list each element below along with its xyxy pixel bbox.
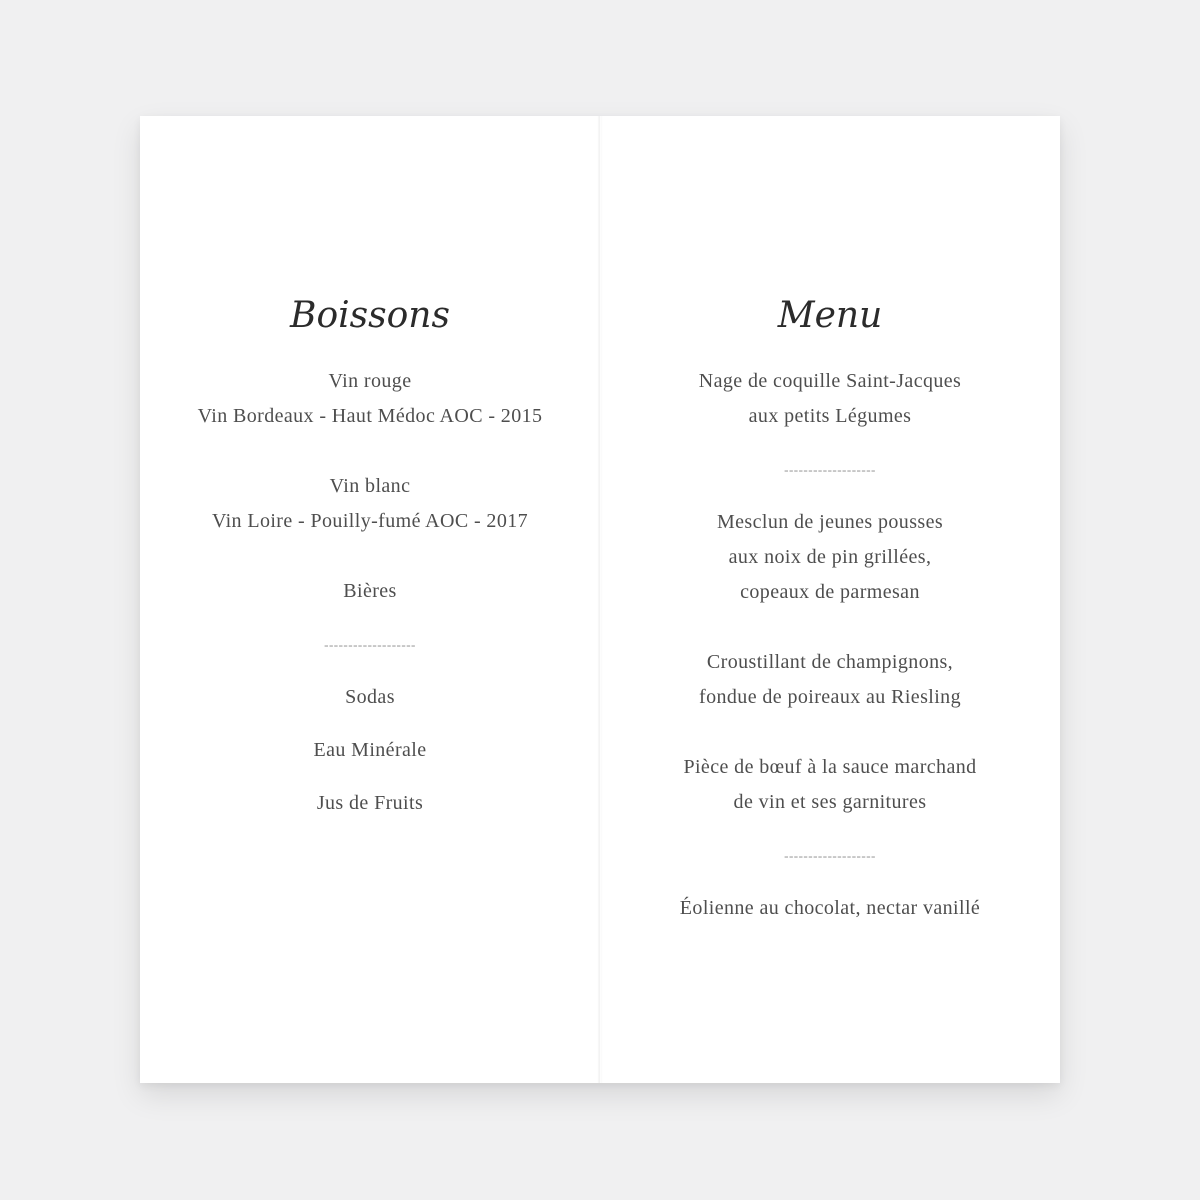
section-divider: -------------------	[324, 637, 416, 652]
menu-item-line: Éolienne au chocolat, nectar vanillé	[679, 897, 981, 919]
menu-item-line: Pièce de bœuf à la sauce marchand	[683, 756, 977, 778]
menu-item-line: Bières	[343, 580, 397, 602]
menu-item-line: Jus de Fruits	[316, 792, 424, 814]
menu-item-line: Vin blanc	[329, 475, 411, 497]
menu-item-eolienne-chocolat	[618, 891, 1042, 926]
menu-item-line: Nage de coquille Saint-Jacques	[698, 370, 962, 392]
menu-item-jus-de-fruits	[158, 786, 582, 821]
section-divider: -------------------	[784, 462, 876, 477]
menu-item-line: Croustillant de champignons,	[706, 651, 954, 673]
menu-item-line: Eau Minérale	[313, 739, 427, 761]
menu-item-croustillant	[618, 645, 1042, 715]
menu-item-mesclun	[618, 505, 1042, 610]
drinks-title: Boissons	[290, 295, 450, 336]
menu-item-bieres	[158, 574, 582, 609]
food-panel	[600, 116, 1060, 1083]
menu-item-line: aux noix de pin grillées,	[728, 546, 932, 568]
food-title: Menu	[777, 295, 883, 336]
menu-item-line: Mesclun de jeunes pousses	[716, 511, 944, 533]
menu-card	[140, 116, 1060, 1083]
menu-item-line: Vin rouge	[328, 370, 412, 392]
menu-item-sodas	[158, 680, 582, 715]
menu-item-line: Sodas	[345, 686, 395, 708]
menu-item-line: copeaux de parmesan	[740, 581, 920, 603]
menu-item-line: de vin et ses garnitures	[733, 791, 927, 813]
menu-item-piece-de-boeuf	[618, 750, 1042, 820]
menu-item-line: fondue de poireaux au Riesling	[699, 686, 961, 708]
menu-item-line: Vin Loire - Pouilly-fumé AOC - 2017	[211, 510, 529, 532]
drinks-panel	[140, 116, 600, 1083]
menu-item-eau-minerale	[158, 733, 582, 768]
menu-item-nage-saint-jacques	[618, 364, 1042, 434]
menu-item-line: Vin Bordeaux - Haut Médoc AOC - 2015	[197, 405, 543, 427]
menu-item-line: aux petits Légumes	[748, 405, 912, 427]
menu-item-vin-blanc	[158, 469, 582, 539]
section-divider: -------------------	[784, 848, 876, 863]
menu-item-vin-rouge	[158, 364, 582, 434]
